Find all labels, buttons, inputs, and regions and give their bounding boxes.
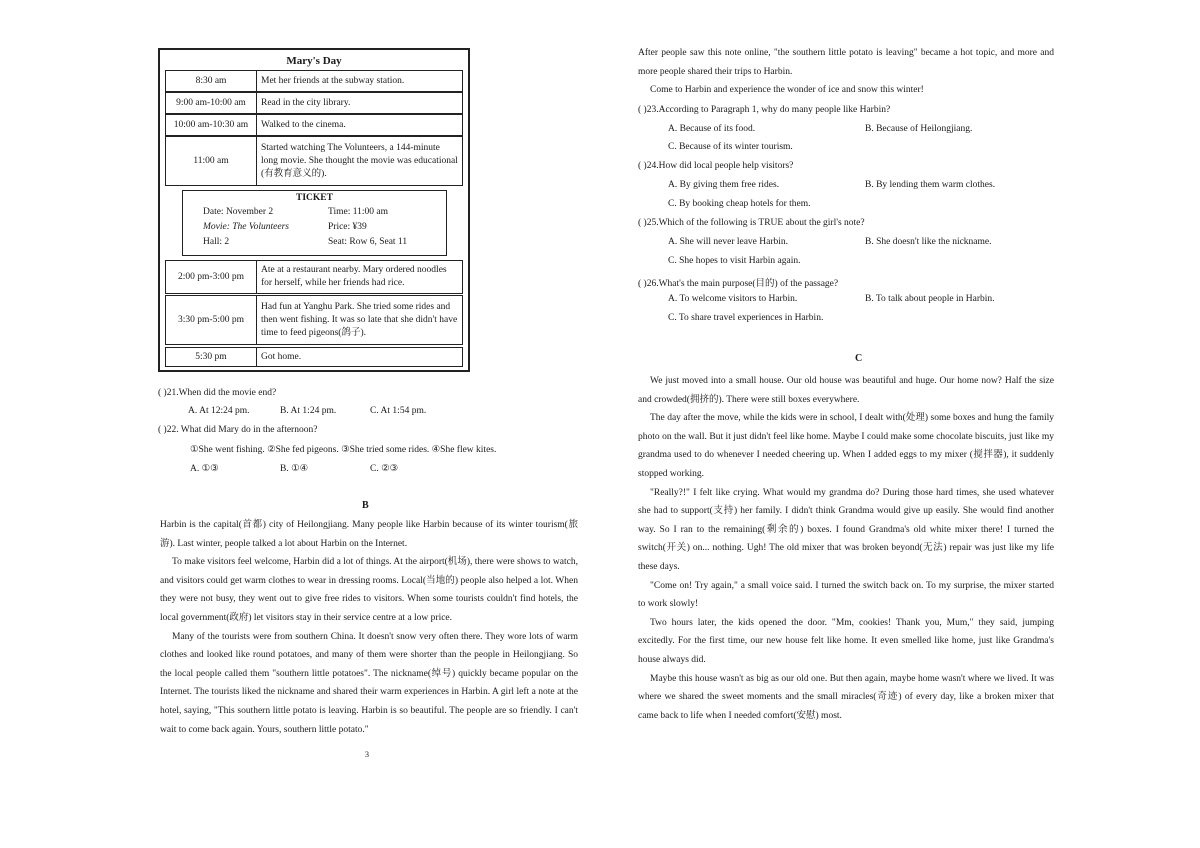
- question-22: ( )22. What did Mary do in the afternoon?: [158, 425, 318, 435]
- option-26a: A. To welcome visitors to Harbin.: [668, 294, 798, 304]
- schedule-time: 8:30 am: [166, 71, 257, 91]
- ticket-hall: Hall: 2: [203, 237, 230, 247]
- option-21a: A. At 12:24 pm.: [188, 406, 250, 416]
- schedule-event: Walked to the cinema.: [261, 119, 346, 130]
- paragraph: Harbin is the capital(首都) city of Heilongjiang. Many people like Harbin because of its winter tourism(旅游). Last winter, people talked a lot about Harbin on the Internet.: [160, 520, 578, 549]
- schedule-row: [165, 295, 463, 345]
- schedule-event: Read in the city library.: [261, 97, 351, 108]
- option-23b: B. Because of Heilongjiang.: [865, 124, 973, 134]
- section-c-label: C: [855, 353, 863, 364]
- option-24a: A. By giving them free rides.: [668, 180, 780, 190]
- section-c-passage: [638, 372, 1054, 725]
- schedule-row: [165, 114, 463, 136]
- section-b-continuation: [638, 44, 1054, 100]
- question-26: ( )26.What's the main purpose(目的) of the passage?: [638, 279, 839, 289]
- question-24: ( )24.How did local people help visitors?: [638, 161, 794, 171]
- schedule-time: 2:00 pm-3:00 pm: [166, 261, 257, 293]
- schedule-row: [165, 260, 463, 294]
- schedule-time: 11:00 am: [166, 137, 257, 185]
- paragraph: We just moved into a small house. Our old house was beautiful and huge. Our home now? Half the size and crowded(拥挤的). There were still boxes everywhere.: [638, 376, 1054, 405]
- paragraph: Come to Harbin and experience the wonder of ice and snow this winter!: [650, 85, 924, 96]
- paragraph: Two hours later, the kids opened the door. "Mm, cookies! Thank you, Mum," they said, jumping excitedly. For the first time, our new house felt like home. It even smelled like home, just like Grandma's house always did.: [638, 617, 1054, 665]
- ticket-date: Date: November 2: [203, 207, 274, 217]
- question-23: ( )23.According to Paragraph 1, why do many people like Harbin?: [638, 105, 891, 115]
- schedule-event: Ate at a restaurant nearby. Mary ordered noodles for herself, while her friends had rice.: [261, 265, 447, 288]
- option-25b: B. She doesn't like the nickname.: [865, 237, 992, 247]
- question-22-items: ①She went fishing. ②She fed pigeons. ③She tried some rides. ④She flew kites.: [190, 445, 497, 455]
- ticket-price: Price: ¥39: [328, 222, 367, 232]
- paragraph: Many of the tourists were from southern China. It doesn't snow very often there. They wore lots of warm clothes and looked like round potatoes, and many of them were shorter than the people in Heilongjiang. So the local people called them "southern little potatoes". The nickname(绰号) quickly became popular on the Internet. The tourists liked the nickname and shared their warm experiences in Harbin. A girl left a note at the hotel, saying, "This southern little potato is leaving. Harbin is so beautiful. The people are so friendly. I can't wait to come back again. Yours, southern little potato.": [160, 631, 578, 735]
- option-22b: B. ①④: [280, 464, 309, 474]
- schedule-event: Had fun at Yanghu Park. She tried some rides and then went fishing. It was so late that she didn't have time to feed pigeons(鸽子).: [261, 301, 458, 338]
- schedule-row: [165, 70, 463, 92]
- schedule-row: [165, 347, 463, 367]
- option-26b: B. To talk about people in Harbin.: [865, 294, 995, 304]
- paragraph: After people saw this note online, "the southern little potato is leaving" became a hot topic, and more and more people shared their trips to Harbin.: [638, 48, 1054, 77]
- schedule-title: Mary's Day: [286, 55, 342, 67]
- ticket-time: Time: 11:00 am: [328, 207, 388, 217]
- schedule-time: 5:30 pm: [166, 348, 257, 366]
- option-24c: C. By booking cheap hotels for them.: [668, 199, 811, 209]
- option-25a: A. She will never leave Harbin.: [668, 237, 789, 247]
- option-21b: B. At 1:24 pm.: [280, 406, 337, 416]
- schedule-event: Met her friends at the subway station.: [261, 75, 405, 86]
- ticket-title: TICKET: [296, 193, 333, 203]
- section-b-label: B: [362, 500, 369, 511]
- option-24b: B. By lending them warm clothes.: [865, 180, 996, 190]
- option-26c: C. To share travel experiences in Harbin.: [668, 313, 824, 323]
- page-number: 3: [365, 750, 369, 759]
- schedule-event: Started watching The Volunteers, a 144-minute long movie. She thought the movie was educational (有教育意义的).: [261, 142, 458, 179]
- schedule-row: [165, 136, 463, 186]
- paragraph: To make visitors feel welcome, Harbin did a lot of things. At the airport(机场), there were shows to watch, and visitors could get warm clothes to wear in dressing rooms. Local(当地的) people also helped a lot. When they were not busy, they went out to give free rides to visitors. When some tourists couldn't find hotels, the local government(政府) let visitors stay in their service centre at a low price.: [160, 557, 578, 623]
- schedule-row: [165, 92, 463, 114]
- option-21c: C. At 1:54 pm.: [370, 406, 427, 416]
- schedule-event: Got home.: [261, 351, 302, 362]
- option-22a: A. ①③: [190, 464, 219, 474]
- option-25c: C. She hopes to visit Harbin again.: [668, 256, 801, 266]
- question-21: ( )21.When did the movie end?: [158, 388, 277, 398]
- option-22c: C. ②③: [370, 464, 399, 474]
- schedule-table: [158, 48, 470, 372]
- paragraph: "Come on! Try again," a small voice said. I turned the switch back on. To my surprise, the mixer started to work slowly!: [638, 580, 1054, 610]
- question-25: ( )25.Which of the following is TRUE about the girl's note?: [638, 218, 865, 228]
- schedule-time: 9:00 am-10:00 am: [166, 93, 257, 113]
- schedule-time: 3:30 pm-5:00 pm: [166, 296, 257, 344]
- option-23a: A. Because of its food.: [668, 124, 756, 134]
- schedule-time: 10:00 am-10:30 am: [166, 115, 257, 135]
- paragraph: The day after the move, while the kids were in school, I dealt with(处理) some boxes and hung the family photo on the wall. But it just didn't feel like home. Maybe I could make some chocolate biscuits, just like my grandma used to do whenever I needed cheering up. When I added eggs to my mixer (搅拌器), it suddenly stopped working.: [638, 413, 1054, 479]
- ticket-movie: Movie: The Volunteers: [203, 222, 290, 232]
- movie-ticket: [182, 190, 447, 256]
- paragraph: Maybe this house wasn't as big as our old one. But then again, maybe home wasn't where we lived. It was where we shared the sweet moments and the small miracles(奇迹) of every day, like a broken mixer that came back to life when I needed comfort(安慰) most.: [638, 673, 1054, 721]
- ticket-seat: Seat: Row 6, Seat 11: [328, 237, 408, 247]
- section-b-passage: [160, 516, 578, 739]
- option-23c: C. Because of its winter tourism.: [668, 142, 793, 152]
- paragraph: "Really?!" I felt like crying. What would my grandma do? During those hard times, she used whatever she had to support(支持) her family. I didn't think Grandma would give up easily. She would find another way. So I ran to the remaining(剩余的) boxes. I found Grandma's old white mixer there! I turned the switch(开关) on... nothing. Ugh! The old mixer that was broken beyond(无法) repair was just like my life these days.: [638, 487, 1054, 572]
